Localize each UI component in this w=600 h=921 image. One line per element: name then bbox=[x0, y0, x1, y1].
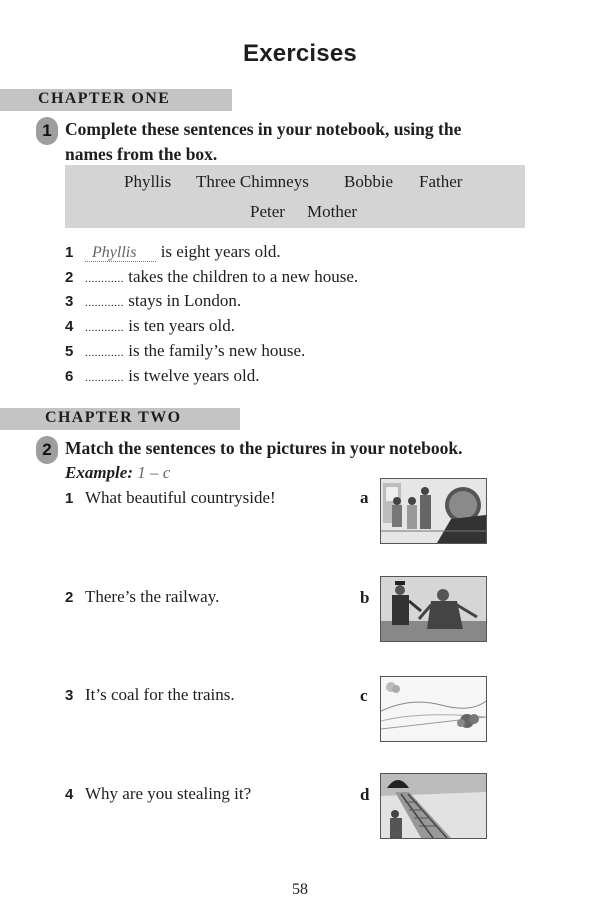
question-text: is twelve years old. bbox=[128, 366, 260, 385]
sample-answer: Phyllis bbox=[85, 244, 156, 262]
question-6 bbox=[85, 366, 260, 386]
countryside-illustration bbox=[380, 676, 487, 742]
picture-letter-d: d bbox=[360, 785, 370, 804]
match-sentence-2: There’s the railway. bbox=[85, 587, 220, 606]
chapter-one-heading: CHAPTER ONE bbox=[38, 90, 171, 107]
picture-letter-a: a bbox=[360, 488, 369, 507]
question-1 bbox=[85, 242, 281, 262]
exercise-2-instruction: Match the sentences to the pictures in your notebook. bbox=[65, 438, 463, 458]
question-number: 4 bbox=[65, 318, 74, 335]
exercise-2-number-badge: 2 bbox=[36, 436, 58, 464]
exercise-1-instruction-line-1: Complete these sentences in your notebook, using the bbox=[65, 119, 462, 139]
chapter-two-heading-bar bbox=[0, 408, 240, 430]
blank-dots: ............ bbox=[85, 273, 124, 285]
item-number: 2 bbox=[65, 589, 74, 606]
blank-dots: ............ bbox=[85, 297, 124, 309]
match-sentence-3: It’s coal for the trains. bbox=[85, 685, 235, 704]
blank-dots: ............ bbox=[85, 372, 124, 384]
question-text: is the family’s new house. bbox=[128, 341, 306, 360]
box-word: Bobbie bbox=[344, 172, 394, 191]
blank-dots: ............ bbox=[85, 347, 124, 359]
question-4 bbox=[85, 316, 235, 336]
exercise-1-number-badge: 1 bbox=[36, 117, 58, 145]
chapter-two-heading: CHAPTER TWO bbox=[45, 409, 182, 426]
exercise-1-instruction-line-2: names from the box. bbox=[65, 144, 218, 164]
exercise-1-instruction bbox=[65, 117, 461, 167]
box-word: Three Chimneys bbox=[196, 172, 309, 191]
question-number: 1 bbox=[65, 244, 74, 261]
picture-letter-c: c bbox=[360, 686, 368, 705]
question-3 bbox=[85, 291, 241, 311]
example-line bbox=[65, 463, 170, 483]
question-text: takes the children to a new house. bbox=[128, 267, 359, 286]
question-number: 6 bbox=[65, 368, 74, 385]
box-word: Mother bbox=[307, 202, 358, 221]
question-number: 3 bbox=[65, 293, 74, 310]
box-word: Phyllis bbox=[124, 172, 172, 191]
station-platform-illustration bbox=[380, 478, 487, 544]
box-word: Father bbox=[419, 172, 463, 191]
blank-dots: ............ bbox=[85, 322, 124, 334]
box-word: Peter bbox=[250, 202, 285, 221]
railway-tunnel-illustration bbox=[380, 773, 487, 839]
example-label: Example: bbox=[65, 463, 133, 482]
match-sentence-1: What beautiful countryside! bbox=[85, 488, 276, 507]
page-number: 58 bbox=[292, 881, 308, 898]
chapter-one-heading-bar bbox=[0, 89, 232, 111]
question-text: stays in London. bbox=[128, 291, 242, 310]
page-title: Exercises bbox=[243, 40, 357, 67]
question-number: 2 bbox=[65, 269, 74, 286]
question-text: is eight years old. bbox=[160, 242, 281, 261]
picture-letter-b: b bbox=[360, 588, 370, 607]
item-number: 3 bbox=[65, 687, 74, 704]
question-number: 5 bbox=[65, 343, 74, 360]
stationmaster-and-man-illustration bbox=[380, 576, 487, 642]
name-box bbox=[65, 165, 525, 228]
question-5 bbox=[85, 341, 305, 361]
item-number: 4 bbox=[65, 786, 74, 803]
match-sentence-4: Why are you stealing it? bbox=[85, 784, 252, 803]
question-text: is ten years old. bbox=[128, 316, 235, 335]
question-2 bbox=[85, 267, 358, 287]
example-value: 1 – c bbox=[137, 463, 171, 482]
item-number: 1 bbox=[65, 490, 74, 507]
